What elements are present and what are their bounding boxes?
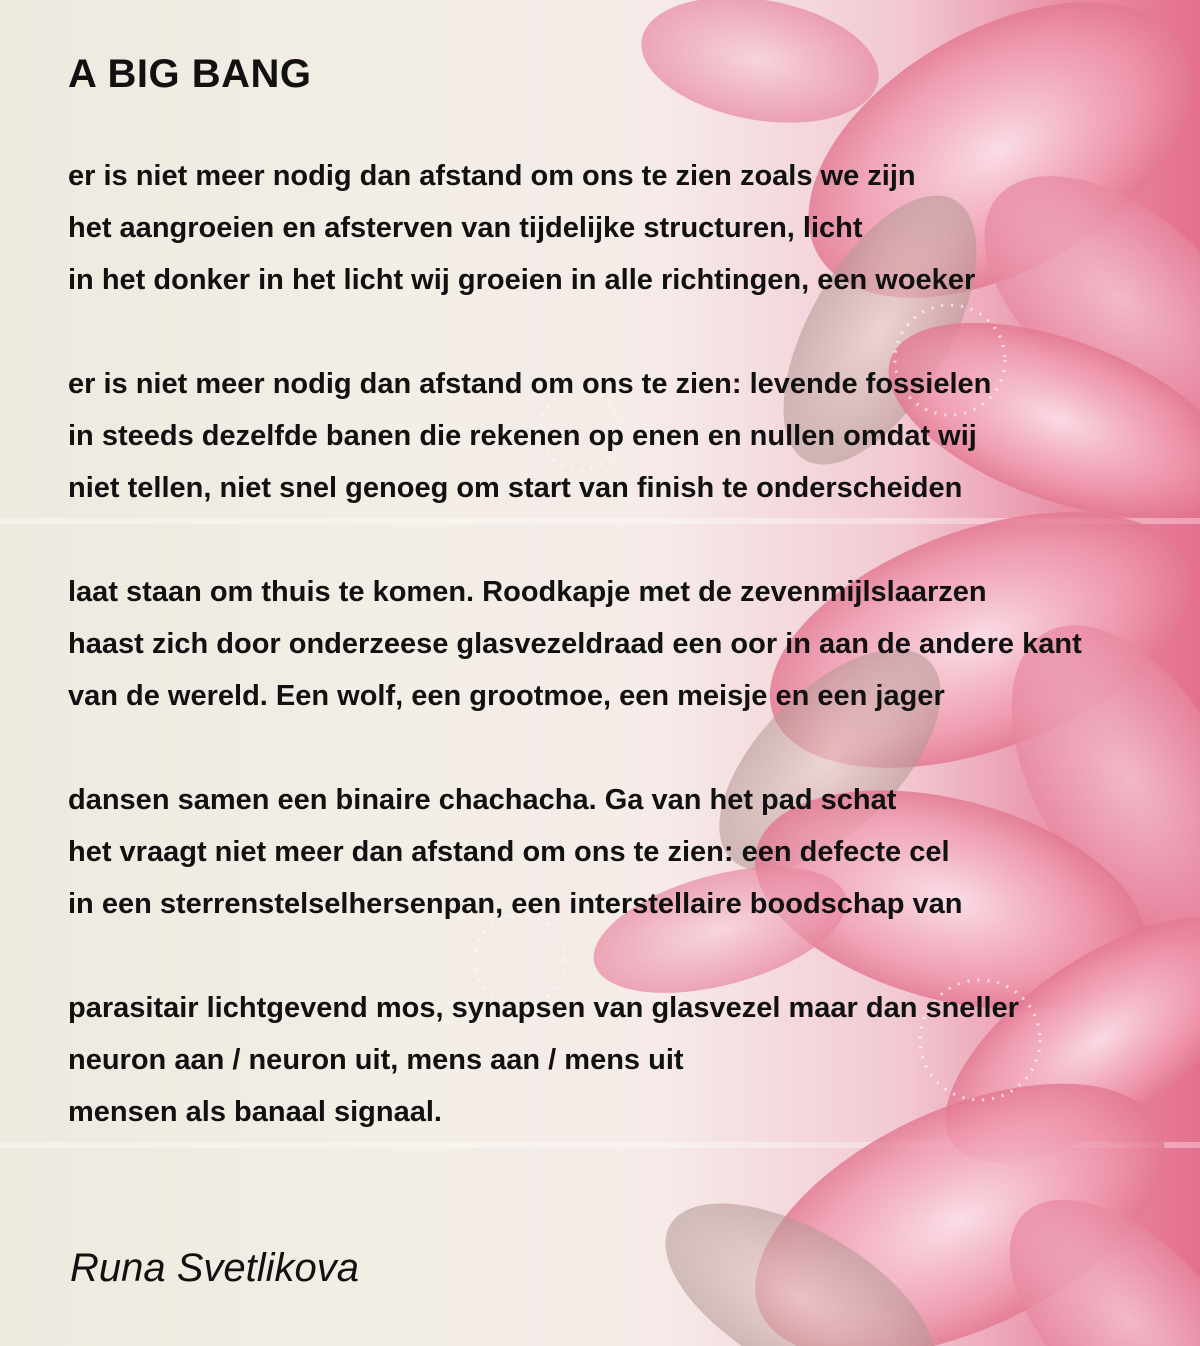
poem-stanza <box>68 982 1200 1138</box>
poem-line: neuron aan / neuron uit, mens aan / mens uit <box>68 1044 684 1076</box>
poem-title: A BIG BANG <box>68 52 312 96</box>
poem-line: mensen als banaal signaal. <box>68 1096 442 1128</box>
poem-line: haast zich door onderzeese glasvezeldraad een oor in aan de andere kant <box>68 628 1082 660</box>
poem-line: in een sterrenstelselhersenpan, een interstellaire boodschap van <box>68 888 963 920</box>
poem-line: niet tellen, niet snel genoeg om start van finish te onderscheiden <box>68 472 963 504</box>
poem-line: in steeds dezelfde banen die rekenen op enen en nullen omdat wij <box>68 420 977 452</box>
poem-line: laat staan om thuis te komen. Roodkapje met de zevenmijlslaarzen <box>68 576 987 608</box>
poem-line: in het donker in het licht wij groeien in alle richtingen, een woeker <box>68 264 976 296</box>
poem-body <box>68 150 1200 1190</box>
poem-line: het vraagt niet meer dan afstand om ons te zien: een defecte cel <box>68 836 950 868</box>
poem-author: Runa Svetlikova <box>70 1246 360 1290</box>
poem-line: dansen samen een binaire chachacha. Ga van het pad schat <box>68 784 897 816</box>
poem-line: van de wereld. Een wolf, een grootmoe, een meisje en een jager <box>68 680 945 712</box>
poem-stanza <box>68 150 1200 306</box>
poem-line: er is niet meer nodig dan afstand om ons te zien: levende fossielen <box>68 368 992 400</box>
poem-stanza <box>68 566 1200 722</box>
poem-line: er is niet meer nodig dan afstand om ons te zien zoals we zijn <box>68 160 916 192</box>
poem-line: het aangroeien en afsterven van tijdelijke structuren, licht <box>68 212 863 244</box>
poem-stanza <box>68 358 1200 514</box>
poem-line: parasitair lichtgevend mos, synapsen van glasvezel maar dan sneller <box>68 992 1019 1024</box>
poem-stanza <box>68 774 1200 930</box>
